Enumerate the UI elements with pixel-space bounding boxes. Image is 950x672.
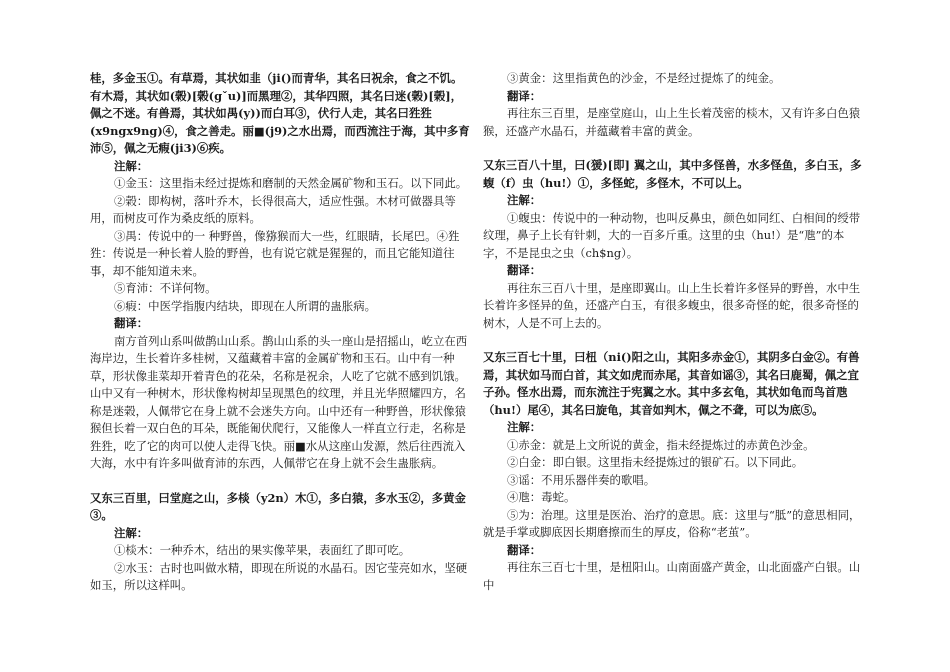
translation-4-label: 翻译： [507,542,542,557]
section-4-heading: 又东三百七十里，曰杻（ni()阳之山，其阳多赤金①，其阴多白金②。有兽焉，其状如马而白首，其文如虎而赤尾，其音如谣③，其名曰鹿蜀，佩之宜子孙。怪水出焉，而东流注于宪翼之水。其中多玄龟，其状如龟而鸟首虺（hu!）尾④，其名曰旋龟，其音如判木，佩之不聋，可以为底⑤。 [483,350,860,417]
section-2-heading: 又东三百里，曰堂庭之山，多棪（y2n）木①，多白猿，多水玉②，多黄金③。 [90,490,466,522]
translation-3-label: 翻译： [507,263,542,277]
section-4-note-2: ②白金：即白银。这里指未经提炼过的银矿石。以下同此。 [507,455,804,469]
section-2-note-1: ①棪木：一种乔木，结出的果实像苹果，表面红了即可吃。 [114,543,411,557]
section-4-note-1: ①赤金：就是上文所说的黄金，指未经提炼过的赤黄色沙金。 [507,437,815,452]
section-4-note-3: ③谣：不用乐器伴奏的歌唱。 [507,472,656,487]
note-5: ⑤育沛：不详何物。 [114,281,217,295]
intro-paragraph: 桂，多金玉①。有草焉，其状如韭（ji()而青华，其名曰祝余，食之不饥。有木焉，其状如(榖)[榖(gˇu)]而黑理②，其华四照，其名曰迷(榖)[榖]，佩之不迷。有兽焉，其状如禺(y))而白耳③，伏行人走，其名曰狌狌(x9ngx9ng)④，食之善走。丽■(j9)之水出焉，而西流注于海，其中多育沛⑤，佩之无瘕(ji3)⑥疾。 [90,71,470,155]
right-column [483,70,863,594]
translation-2-label: 翻译： [507,88,542,103]
section-4-note-4: ④虺：毒蛇。 [507,490,576,504]
section-3-note-1: ①蝮虫：传说中的一种动物，也叫反鼻虫，颜色如同红、白相间的绶带纹理，鼻子上长有针刺，大的一百多斤重。这里的虫（hu!）是“虺”的本字，不是昆虫之虫（ch$ng）。 [483,210,861,260]
left-column [90,70,470,595]
translation-3-paragraph: 再往东三百八十里，是座即翼山。山上生长着许多怪异的野兽，水中生长着许多怪异的鱼，还盛产白玉，有很多蝮虫，很多奇怪的蛇，很多奇怪的树木，人是不可上去的。 [483,280,861,330]
section-3-notes-label: 注解： [507,193,542,207]
note-2: ②榖：即构树，落叶乔木，长得很高大，适应性强。木材可做器具等用，而树皮可作为桑皮纸的原料。 [90,193,456,225]
section-4-note-5: ⑤为：治理。这里是医治、治疗的意思。底：这里与“胝”的意思相同，就是手掌或脚底因长期磨擦而生的厚皮，俗称“老茧”。 [483,507,861,539]
translation-label: 翻译： [114,316,149,330]
note-3-4: ③禺：传说中的一 种野兽，像猕猴而大一些，红眼睛，长尾巴。④狌狌：传说是一种长着人脸的野兽，也有说它就是猩猩的，而且它能知道往事，却不能知道未来。 [90,228,460,278]
section-2-note-3: ③黄金：这里指黄色的沙金，不是经过提炼了的纯金。 [507,71,781,85]
translation-4-paragraph: 再往东三百七十里，是杻阳山。山南面盛产黄金，山北面盛产白银。山中 [483,560,861,592]
section-4-notes-label: 注解： [507,420,542,434]
translation-paragraph: 南方首列山系叫做鹊山山系。鹊山山系的头一座山是招摇山，屹立在西海岸边，生长着许多桂树，又蕴藏着丰富的金属矿物和玉石。山中有一种草，形状像韭菜却开着青色的花朵，名称是祝余，人吃了它就不感到饥饿。山中又有一种树木，形状像构树却呈现黑色的纹理，并且光华照耀四方，名称是迷榖，人佩带它在身上就不会迷失方向。山中还有一种野兽，形状像猿猴但长着一双白色的耳朵，既能匍伏爬行，又能像人一样直立行走，名称是狌狌，吃了它的肉可以使人走得飞快。丽■水从这座山发源，然后往西流入大海，水中有许多叫做育沛的东西，人佩带它在身上就不会生蛊胀病。 [90,333,468,470]
section-2-note-2: ②水玉：古时也叫做水精，即现在所说的水晶石。因它莹亮如水，坚硬如玉，所以这样叫。 [90,560,468,592]
note-6: ⑥瘕：中医学指腹内结块，即现在人所谓的蛊胀病。 [114,298,376,313]
section-2-notes-label: 注解： [114,525,149,540]
notes-label: 注解： [114,158,149,173]
note-1: ①金玉：这里指未经过提炼和磨制的天然金属矿物和玉石。以下同此。 [114,176,468,190]
translation-2-paragraph: 再往东三百里，是座堂庭山，山上生长着茂密的棪木，又有许多白色猿猴，还盛产水晶石，并蕴藏着丰富的黄金。 [483,106,861,138]
section-3-heading: 又东三百八十里，曰(猨)[即] 翼之山，其中多怪兽，水多怪鱼，多白玉，多蝮（f）虫（hu!）①，多怪蛇，多怪木，不可以上。 [483,158,862,190]
